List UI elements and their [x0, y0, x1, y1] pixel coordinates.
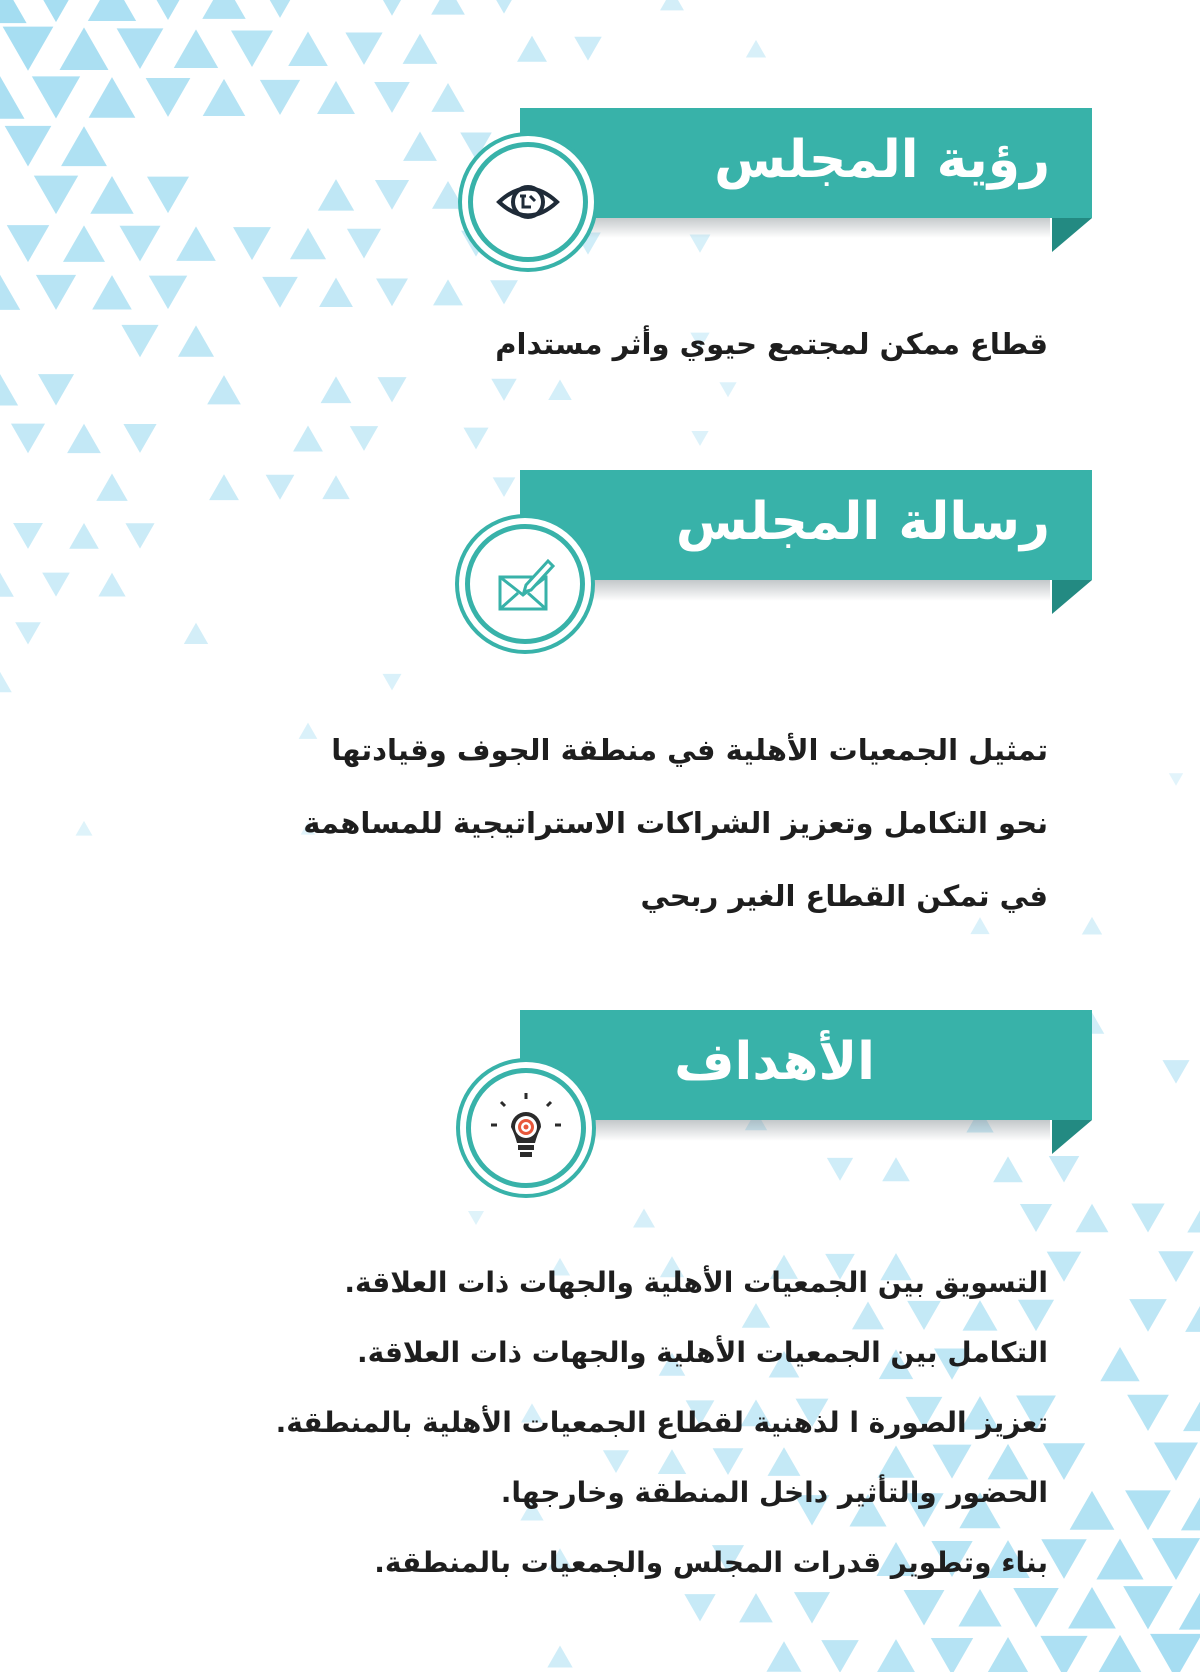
- pattern-triangle: [548, 380, 571, 400]
- goals-badge: [466, 1068, 586, 1188]
- pattern-triangle: [1043, 1443, 1085, 1480]
- pattern-triangle: [7, 225, 50, 262]
- pattern-triangle: [32, 76, 80, 118]
- pattern-triangle: [719, 382, 736, 397]
- pattern-triangle: [1100, 1347, 1139, 1381]
- vision-badge: [468, 142, 588, 262]
- pattern-triangle: [931, 1638, 973, 1672]
- pattern-triangle: [96, 474, 127, 501]
- pattern-triangle: [92, 275, 132, 309]
- pattern-triangle: [5, 126, 52, 167]
- goal-item: تعزيز الصورة ا لذهنية لقطاع الجمعيات الأهلية بالمنطقة.: [275, 1406, 1048, 1439]
- pattern-triangle: [431, 83, 464, 112]
- pattern-triangle: [0, 0, 27, 23]
- pattern-triangle: [147, 177, 189, 214]
- vision-title: رؤية المجلس: [714, 130, 1050, 190]
- pattern-triangle: [882, 1157, 910, 1181]
- pattern-triangle: [176, 226, 216, 260]
- pattern-triangle: [231, 30, 273, 67]
- goal-item: التكامل بين الجمعيات الأهلية والجهات ذات العلاقة.: [356, 1336, 1048, 1369]
- pattern-triangle: [0, 672, 12, 692]
- pattern-triangle: [259, 0, 300, 18]
- pattern-triangle: [38, 374, 74, 405]
- pattern-triangle: [36, 275, 76, 310]
- pattern-triangle: [488, 0, 519, 14]
- pattern-triangle: [209, 474, 239, 500]
- mission-badge: [465, 524, 585, 644]
- pattern-triangle: [266, 475, 295, 500]
- pattern-triangle: [318, 179, 354, 211]
- pattern-triangle: [178, 325, 214, 356]
- mission-banner-fold: [1052, 580, 1092, 614]
- goals-title: الأهداف: [674, 1032, 875, 1092]
- pattern-triangle: [660, 0, 684, 10]
- pattern-triangle: [431, 0, 465, 15]
- pattern-triangle: [1125, 1490, 1171, 1530]
- pattern-triangle: [491, 379, 516, 401]
- pattern-triangle: [233, 227, 271, 260]
- pattern-triangle: [377, 377, 406, 402]
- pattern-triangle: [89, 77, 136, 118]
- pattern-triangle: [1041, 1539, 1086, 1579]
- pattern-triangle: [376, 278, 408, 306]
- pattern-triangle: [463, 428, 488, 450]
- pattern-triangle: [433, 279, 463, 305]
- pattern-triangle: [31, 0, 82, 22]
- pattern-triangle: [993, 1156, 1023, 1182]
- pattern-triangle: [260, 80, 300, 115]
- pattern-triangle: [3, 27, 54, 71]
- pattern-triangle: [76, 821, 93, 836]
- pattern-triangle: [88, 0, 136, 21]
- pattern-triangle: [1150, 1634, 1200, 1672]
- pattern-triangle: [120, 226, 161, 262]
- mission-text-block: [303, 714, 1048, 933]
- pattern-triangle: [375, 180, 409, 210]
- pattern-triangle: [345, 33, 382, 65]
- eye-icon: [493, 167, 563, 237]
- pattern-triangle: [1162, 1060, 1189, 1084]
- pattern-triangle: [1070, 1491, 1115, 1530]
- pattern-triangle: [0, 275, 20, 310]
- pattern-triangle: [319, 278, 353, 307]
- pattern-triangle: [1185, 1299, 1200, 1332]
- pattern-triangle: [1123, 1586, 1173, 1629]
- pattern-triangle: [493, 477, 516, 497]
- pattern-triangle: [821, 1640, 859, 1672]
- pattern-triangle: [374, 0, 410, 16]
- pattern-triangle: [1181, 1490, 1200, 1530]
- goal-item: بناء وتطوير قدرات المجلس والجمعيات بالمنطقة.: [374, 1546, 1048, 1579]
- pattern-triangle: [11, 424, 45, 454]
- pattern-triangle: [125, 523, 154, 548]
- pattern-triangle: [684, 1594, 715, 1621]
- pattern-triangle: [633, 1208, 655, 1227]
- pattern-triangle: [1049, 1156, 1080, 1183]
- pattern-triangle: [691, 431, 708, 446]
- pattern-triangle: [1040, 1636, 1087, 1672]
- pattern-triangle: [490, 280, 518, 304]
- pattern-triangle: [1082, 917, 1102, 935]
- pattern-triangle: [1127, 1395, 1169, 1431]
- pattern-triangle: [121, 325, 158, 357]
- pattern-triangle: [145, 0, 191, 20]
- pattern-triangle: [262, 277, 298, 308]
- pattern-triangle: [290, 228, 326, 259]
- pattern-triangle: [1154, 1442, 1198, 1480]
- goals-list: [276, 1248, 1048, 1598]
- pattern-triangle: [202, 0, 245, 19]
- pattern-triangle: [574, 37, 602, 61]
- pattern-triangle: [67, 424, 101, 453]
- pattern-triangle: [1095, 1635, 1145, 1672]
- pattern-triangle: [1129, 1299, 1167, 1332]
- pattern-triangle: [61, 126, 107, 166]
- pattern-triangle: [374, 82, 410, 113]
- mission-line: نحو التكامل وتعزيز الشراكات الاستراتيجية للمساهمة: [303, 806, 1048, 840]
- pattern-triangle: [69, 523, 99, 549]
- mission-title: رسالة المجلس: [675, 492, 1050, 552]
- vision-banner-fold: [1052, 218, 1092, 252]
- pattern-triangle: [1158, 1251, 1194, 1282]
- pattern-triangle: [383, 674, 402, 690]
- vision-statement: قطاع ممكن لمجتمع حيوي وأثر مستدام: [495, 327, 1048, 361]
- pattern-triangle: [123, 424, 156, 453]
- pattern-triangle: [432, 181, 464, 209]
- pattern-triangle: [1020, 1204, 1052, 1232]
- pattern-triangle: [347, 229, 381, 259]
- pattern-triangle: [1131, 1204, 1164, 1233]
- pattern-triangle: [34, 176, 78, 215]
- goal-item: التسويق بين الجمعيات الأهلية والجهات ذات العلاقة.: [344, 1266, 1048, 1299]
- pattern-triangle: [350, 426, 378, 451]
- pattern-triangle: [547, 1645, 572, 1667]
- pattern-triangle: [322, 475, 349, 499]
- pattern-triangle: [90, 176, 133, 214]
- pattern-triangle: [0, 374, 18, 406]
- pattern-triangle: [15, 622, 41, 644]
- pattern-triangle: [403, 34, 438, 64]
- pattern-triangle: [1076, 1204, 1109, 1233]
- pattern-triangle: [0, 76, 24, 119]
- pattern-triangle: [746, 40, 766, 58]
- pattern-triangle: [184, 623, 208, 644]
- pattern-triangle: [293, 425, 323, 451]
- pattern-triangle: [1169, 773, 1183, 785]
- pattern-triangle: [1179, 1586, 1200, 1630]
- pattern-triangle: [321, 376, 352, 403]
- pattern-triangle: [1152, 1538, 1200, 1580]
- lightbulb-target-icon: [491, 1093, 561, 1163]
- pattern-triangle: [98, 573, 125, 597]
- mission-line: تمثيل الجمعيات الأهلية في منطقة الجوف وقيادتها: [331, 733, 1048, 767]
- pattern-triangle: [1047, 1252, 1082, 1282]
- pattern-triangle: [827, 1158, 853, 1181]
- pattern-triangle: [1068, 1587, 1116, 1629]
- goals-banner-fold: [1052, 1120, 1092, 1154]
- pattern-triangle: [986, 1637, 1031, 1672]
- pattern-triangle: [468, 1211, 484, 1225]
- pattern-triangle: [117, 28, 164, 69]
- vision-text-block: [495, 322, 1048, 366]
- pattern-triangle: [0, 573, 14, 597]
- goal-item: الحضور والتأثير داخل المنطقة وخارجها.: [500, 1476, 1048, 1509]
- pattern-triangle: [149, 276, 188, 310]
- pattern-triangle: [460, 132, 492, 159]
- pattern-triangle: [207, 375, 241, 404]
- pattern-triangle: [42, 573, 70, 597]
- pattern-triangle: [13, 523, 43, 549]
- pattern-triangle: [517, 36, 547, 62]
- pattern-triangle: [317, 81, 355, 114]
- pattern-triangle: [876, 1639, 916, 1672]
- pattern-triangle: [1187, 1203, 1200, 1232]
- pattern-triangle: [63, 225, 105, 262]
- pattern-triangle: [146, 78, 191, 117]
- mission-line: في تمكن القطاع الغير ربحي: [640, 879, 1048, 913]
- pattern-triangle: [174, 29, 218, 68]
- envelope-pen-icon: [490, 549, 560, 619]
- pattern-triangle: [1183, 1395, 1200, 1431]
- pattern-triangle: [288, 31, 328, 65]
- pattern-triangle: [60, 27, 109, 70]
- pattern-triangle: [203, 79, 246, 116]
- pattern-triangle: [403, 131, 437, 160]
- pattern-triangle: [1096, 1539, 1143, 1580]
- pattern-triangle: [766, 1641, 801, 1672]
